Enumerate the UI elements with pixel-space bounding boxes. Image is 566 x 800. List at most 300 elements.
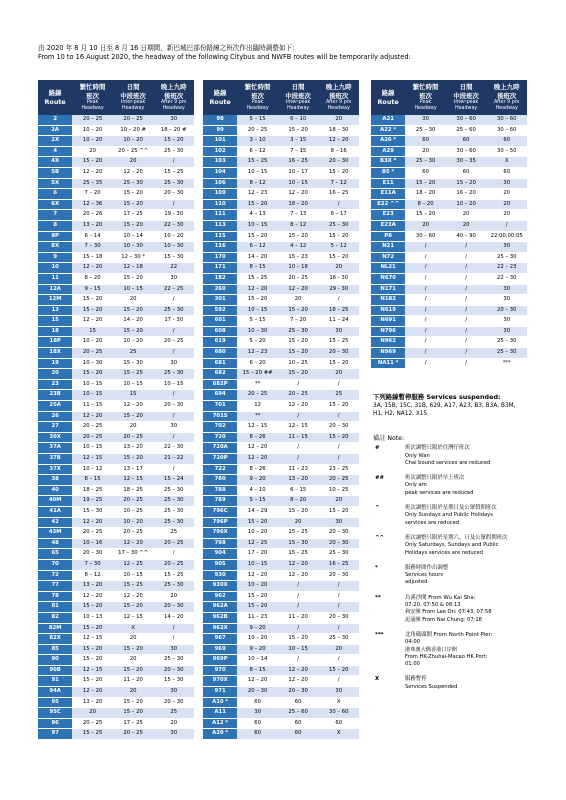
interpeak-cell: 12 – 15	[113, 612, 154, 623]
route-cell: 9	[38, 252, 72, 263]
route-cell: 85	[38, 644, 72, 655]
peak-cell: 10 – 15	[237, 305, 278, 316]
night-cell: 22 – 23	[486, 263, 527, 274]
route-cell: A21	[371, 115, 405, 125]
peak-cell: 9 – 20	[237, 623, 278, 634]
header-route	[371, 80, 405, 115]
night-cell: /	[318, 199, 359, 210]
route-cell: N182	[371, 295, 405, 306]
night-cell: /	[153, 549, 194, 560]
night-cell: 20	[318, 115, 359, 125]
peak-cell: /	[405, 284, 446, 295]
route-cell: 6X	[38, 199, 72, 210]
night-cell: /	[318, 295, 359, 306]
route-cell: 970	[203, 665, 237, 676]
table-row	[203, 252, 359, 263]
route-cell: 619	[203, 337, 237, 348]
table-row	[38, 379, 194, 390]
interpeak-cell: 6 – 15	[278, 485, 319, 496]
table-row	[38, 157, 194, 168]
interpeak-cell: 20	[113, 655, 154, 666]
peak-cell: 30	[405, 115, 446, 125]
table-row	[371, 136, 527, 147]
route-cell: 8	[38, 220, 72, 231]
interpeak-cell: 15 – 30	[113, 358, 154, 369]
night-cell: 60	[486, 167, 527, 178]
table-row	[371, 305, 527, 316]
table-row	[38, 443, 194, 454]
interpeak-cell: 60	[278, 729, 319, 740]
night-cell: /	[153, 157, 194, 168]
table-row	[371, 252, 527, 263]
route-cell: 96	[38, 718, 72, 729]
peak-cell: 20 – 26	[72, 210, 113, 221]
peak-cell: 20 – 25	[72, 432, 113, 443]
peak-cell: 10 – 15	[237, 220, 278, 231]
peak-cell: 3 – 10	[237, 136, 278, 147]
route-cell: 111	[203, 210, 237, 221]
night-cell: 25 – 30	[153, 178, 194, 189]
peak-cell: 60	[237, 729, 278, 740]
interpeak-cell: 15 – 20	[113, 220, 154, 231]
night-cell: 15 – 20	[318, 665, 359, 676]
interpeak-cell: /	[446, 305, 487, 316]
route-cell: 301	[203, 295, 237, 306]
interpeak-cell: 10 – 17	[278, 167, 319, 178]
interpeak-cell: 12 – 20	[113, 591, 154, 602]
interpeak-cell: 25 – 60	[446, 125, 487, 136]
route-cell: 95	[38, 697, 72, 708]
interpeak-cell: 15 – 20	[113, 644, 154, 655]
table-row	[38, 115, 194, 125]
night-cell: 22 – 25	[153, 284, 194, 295]
night-cell: 30	[153, 422, 194, 433]
peak-cell: 15 – 20 ##	[237, 369, 278, 380]
peak-cell: 10 – 15	[72, 443, 113, 454]
route-cell: N171	[371, 284, 405, 295]
peak-cell: 6 – 20	[237, 358, 278, 369]
table-row	[203, 358, 359, 369]
peak-cell: **	[237, 411, 278, 422]
peak-cell: 15 – 20	[237, 517, 278, 528]
peak-cell: /	[405, 348, 446, 359]
table-row	[38, 517, 194, 528]
peak-cell: /	[405, 337, 446, 348]
peak-cell: 15 – 20	[405, 178, 446, 189]
note-zh: 班次調整只限於星期六、日及公眾假期班次	[405, 534, 508, 541]
route-cell: A12 *	[203, 718, 237, 729]
night-cell: 20	[318, 369, 359, 380]
night-cell: 25 – 30	[153, 369, 194, 380]
table-row	[203, 390, 359, 401]
peak-cell: 12 – 36	[72, 199, 113, 210]
table-row	[203, 411, 359, 422]
night-cell: 23 – 25	[318, 464, 359, 475]
peak-cell: 15 – 20	[72, 655, 113, 666]
table-row	[371, 284, 527, 295]
peak-cell: 18 – 20	[405, 189, 446, 200]
route-cell: 796C	[203, 506, 237, 517]
header-inter	[113, 80, 154, 115]
table-row	[203, 475, 359, 486]
peak-cell: 5 – 15	[237, 115, 278, 125]
route-cell: 102	[203, 146, 237, 157]
interpeak-cell: /	[446, 284, 487, 295]
note-item	[373, 676, 533, 691]
table-row	[203, 316, 359, 327]
interpeak-cell: /	[278, 591, 319, 602]
table-row	[371, 167, 527, 178]
table-row	[203, 506, 359, 517]
night-cell: 30	[486, 178, 527, 189]
route-cell: 720A	[203, 443, 237, 454]
interpeak-cell: 20	[278, 295, 319, 306]
peak-cell: 8 – 20	[405, 199, 446, 210]
table-row	[203, 708, 359, 719]
table-row	[371, 358, 527, 369]
night-cell: 30	[153, 358, 194, 369]
header-inter-sub: 中段班次	[285, 91, 311, 100]
peak-cell: /	[405, 305, 446, 316]
route-cell: 37B	[38, 454, 72, 465]
interpeak-cell: 60	[446, 136, 487, 147]
note-item	[373, 505, 533, 527]
table-row	[203, 528, 359, 539]
interpeak-cell: 15 – 20	[113, 273, 154, 284]
night-cell: 30	[486, 316, 527, 327]
table-row	[203, 136, 359, 147]
night-cell: 20 – 30	[318, 538, 359, 549]
note-symbol: ***	[375, 631, 384, 638]
interpeak-cell: 60	[278, 697, 319, 708]
route-cell: 930	[203, 570, 237, 581]
peak-cell: /	[405, 316, 446, 327]
route-cell: 702	[203, 422, 237, 433]
table-row	[371, 337, 527, 348]
interpeak-cell: 11 – 23	[278, 464, 319, 475]
interpeak-cell: 7 – 15	[278, 146, 319, 157]
table-row	[38, 263, 194, 274]
route-cell: N619	[371, 305, 405, 316]
suspended-services	[373, 393, 533, 419]
header-night	[486, 80, 527, 115]
route-cell: 90B	[38, 665, 72, 676]
interpeak-cell: 15 – 20	[278, 231, 319, 242]
route-cell: 5X	[38, 178, 72, 189]
interpeak-cell: 10 – 15	[278, 178, 319, 189]
note-symbol: #	[375, 445, 380, 452]
table-row	[203, 305, 359, 316]
peak-cell: 15 – 20	[72, 623, 113, 634]
night-cell: 21 – 22	[153, 454, 194, 465]
header-peak-zh: 繁忙時間	[79, 83, 106, 91]
table-row	[38, 718, 194, 729]
table-row	[38, 326, 194, 337]
note-zh: 服務暫停	[405, 676, 427, 683]
night-cell: 20 – 30	[318, 528, 359, 539]
table-row	[203, 443, 359, 454]
route-cell: 7	[38, 210, 72, 221]
night-cell: 20 – 30	[153, 189, 194, 200]
night-cell: 20 – 30	[318, 157, 359, 168]
interpeak-cell: /	[278, 602, 319, 613]
night-cell: /	[318, 623, 359, 634]
header-route-zh: 路線	[381, 89, 395, 97]
header-night-en: After 9 pm	[326, 100, 352, 105]
route-cell: 27	[38, 422, 72, 433]
header-inter	[446, 80, 487, 115]
route-cell: 109	[203, 189, 237, 200]
table-row	[38, 422, 194, 433]
night-cell: 16 - 30	[318, 273, 359, 284]
note-en: 港珠澳大橋香港口岸開	[405, 646, 457, 653]
peak-cell: 10 – 15	[72, 390, 113, 401]
route-cell: B3X *	[371, 157, 405, 168]
interpeak-cell: 7 – 13	[278, 210, 319, 221]
interpeak-cell: /	[446, 242, 487, 253]
night-cell: 15 – 20	[318, 506, 359, 517]
night-cell: 30 – 50	[486, 146, 527, 157]
note-en: adjusted	[405, 579, 428, 586]
peak-cell: 7 – 30	[72, 242, 113, 253]
night-cell: 22	[153, 263, 194, 274]
peak-cell: 25 – 30	[405, 157, 446, 168]
table-row	[38, 411, 194, 422]
route-cell: A29	[371, 146, 405, 157]
table-row	[203, 432, 359, 443]
route-cell: 905	[203, 559, 237, 570]
route-cell: 6	[38, 189, 72, 200]
night-cell: 20 – 30	[318, 570, 359, 581]
route-cell: E23A	[371, 220, 405, 231]
route-cell: 2A	[38, 125, 72, 136]
peak-cell: 8 – 26	[237, 432, 278, 443]
table-row	[203, 538, 359, 549]
table-row	[38, 602, 194, 613]
interpeak-cell: 15 – 20	[113, 305, 154, 316]
route-cell: 77	[38, 581, 72, 592]
interpeak-cell: 15	[113, 390, 154, 401]
route-cell: 81	[38, 602, 72, 613]
peak-cell: 7 – 30	[72, 559, 113, 570]
interpeak-cell: 12 – 20	[278, 570, 319, 581]
table-row	[371, 273, 527, 284]
table-row	[38, 506, 194, 517]
table-row	[203, 146, 359, 157]
peak-cell: 12 – 15	[72, 454, 113, 465]
route-cell: 10	[38, 263, 72, 274]
night-cell: 15 – 25	[153, 570, 194, 581]
night-cell: /	[318, 411, 359, 422]
table-row	[38, 454, 194, 465]
route-cell: 13	[38, 305, 72, 316]
route-cell: N21	[371, 242, 405, 253]
interpeak-cell: 11 – 20	[278, 612, 319, 623]
peak-cell: 20 – 25	[72, 115, 113, 125]
interpeak-cell: 15 – 20	[113, 708, 154, 719]
suspended-routes-line1: 3A, 15B, 15C, 31B, 629, A17, A23, B3, B3A, B3M,	[373, 402, 516, 409]
peak-cell: 60	[405, 136, 446, 147]
table-row	[38, 591, 194, 602]
route-cell: 40	[38, 485, 72, 496]
table-row	[203, 602, 359, 613]
interpeak-cell: 12 – 20	[278, 665, 319, 676]
night-cell: 25 – 30	[153, 496, 194, 507]
route-cell: 104	[203, 167, 237, 178]
peak-cell: 25 – 35	[72, 178, 113, 189]
night-cell: 22 – 30	[153, 443, 194, 454]
interpeak-cell: 12 – 20	[113, 538, 154, 549]
night-cell: 22 – 30	[153, 220, 194, 231]
night-cell: 30	[486, 242, 527, 253]
peak-cell: 15 – 20	[72, 305, 113, 316]
interpeak-cell: 10 – 15	[113, 379, 154, 390]
peak-cell: 30	[237, 708, 278, 719]
interpeak-cell: 12 – 20	[278, 284, 319, 295]
peak-cell: 15 – 20	[405, 210, 446, 221]
header-peak-en: Peak	[86, 100, 99, 105]
interpeak-cell: 15 – 20	[113, 411, 154, 422]
peak-cell: 20 – 25	[72, 528, 113, 539]
peak-cell: 5 – 15	[237, 496, 278, 507]
night-cell: X	[486, 157, 527, 168]
route-cell: 91	[38, 676, 72, 687]
table-row	[371, 146, 527, 157]
night-cell: 25	[318, 390, 359, 401]
header-inter-headway: Headway	[122, 106, 145, 111]
route-cell: 962X	[203, 623, 237, 634]
route-cell: 962B	[203, 612, 237, 623]
peak-cell: /	[405, 273, 446, 284]
peak-cell: 20	[72, 708, 113, 719]
night-cell: 25 – 30	[153, 581, 194, 592]
table-row	[38, 273, 194, 284]
night-cell: 60	[486, 136, 527, 147]
peak-cell: 15 – 20	[237, 231, 278, 242]
night-cell: /	[153, 390, 194, 401]
night-cell: /	[486, 220, 527, 231]
interpeak-cell: 10 – 15	[113, 570, 154, 581]
interpeak-cell: /	[278, 443, 319, 454]
table-row	[203, 676, 359, 687]
peak-cell: 15 – 20	[237, 295, 278, 306]
interpeak-cell: 12 – 15	[113, 475, 154, 486]
table-row	[203, 729, 359, 740]
header-inter-headway: Headway	[455, 106, 478, 111]
night-cell: 20 – 30	[153, 665, 194, 676]
table-row	[203, 178, 359, 189]
interpeak-cell: /	[446, 337, 487, 348]
route-cell: 103	[203, 157, 237, 168]
note-en: Only am	[405, 482, 427, 489]
table-row	[38, 125, 194, 136]
night-cell: /	[153, 634, 194, 645]
table-row	[38, 623, 194, 634]
note-zh: 北角碼頭開 From North Point Pier:	[405, 631, 493, 638]
night-cell: 10 – 25	[318, 485, 359, 496]
peak-cell: 15 – 25	[72, 729, 113, 740]
table-row	[203, 687, 359, 698]
table-row	[38, 528, 194, 539]
peak-cell: 20 – 25	[72, 348, 113, 359]
night-cell: 25 – 30	[486, 252, 527, 263]
table-row	[371, 316, 527, 327]
note-zh: 班次調整只限於星期日及公眾假期班次	[405, 505, 497, 512]
peak-cell: /	[405, 358, 446, 369]
night-cell: 30 – 60	[486, 125, 527, 136]
interpeak-cell: 20 – 25	[113, 432, 154, 443]
table-row	[203, 644, 359, 655]
interpeak-cell: 10 – 25	[278, 358, 319, 369]
table-row	[371, 220, 527, 231]
peak-cell: 15 – 20	[237, 199, 278, 210]
interpeak-cell: 10 – 15	[278, 644, 319, 655]
night-cell: 20 – 30	[318, 422, 359, 433]
interpeak-cell: 15 – 20	[278, 506, 319, 517]
route-cell: 680	[203, 348, 237, 359]
route-cell: 25A	[38, 401, 72, 412]
night-cell: 14 – 20	[153, 612, 194, 623]
night-cell: 20 – 30	[153, 401, 194, 412]
route-cell: N962	[371, 337, 405, 348]
route-cell: 94A	[38, 687, 72, 698]
peak-cell: 10 – 20	[72, 125, 113, 136]
note-en: Services hours	[405, 572, 444, 579]
route-cell: 8X	[38, 242, 72, 253]
night-cell: 30 – 60	[486, 115, 527, 125]
table-row	[38, 464, 194, 475]
table-row	[203, 634, 359, 645]
route-cell: 904	[203, 549, 237, 560]
night-cell: 15 – 25	[153, 167, 194, 178]
table-row	[38, 401, 194, 412]
peak-cell: 10 – 20	[237, 634, 278, 645]
peak-cell: **	[237, 379, 278, 390]
interpeak-cell: 12 – 15	[278, 422, 319, 433]
intro-english: From 10 to 16 August 2020, the headway of the following Citybus and NWFB routes will be temporarily adjusted:	[38, 53, 411, 61]
table-row	[203, 623, 359, 634]
interpeak-cell: /	[278, 379, 319, 390]
note-zh: 班次調整只限於往灣仔班次	[405, 445, 470, 452]
notes-section	[373, 435, 533, 699]
route-cell: 260	[203, 284, 237, 295]
route-cell: 11	[38, 273, 72, 284]
peak-cell: 10 – 12	[72, 464, 113, 475]
header-inter-headway: Headway	[287, 106, 310, 111]
peak-cell: /	[405, 295, 446, 306]
table-row	[38, 538, 194, 549]
night-cell: 15 – 24	[153, 475, 194, 486]
interpeak-cell: 15 – 20	[278, 305, 319, 316]
night-cell: ***	[486, 358, 527, 369]
route-cell: 601	[203, 316, 237, 327]
table-row	[371, 348, 527, 359]
peak-cell: 14 – 29	[237, 506, 278, 517]
interpeak-cell: /	[446, 348, 487, 359]
night-cell: 17 - 30	[153, 316, 194, 327]
route-cell: 70	[38, 559, 72, 570]
table-row	[203, 422, 359, 433]
night-cell: 20 – 30	[318, 612, 359, 623]
night-cell: 20	[486, 199, 527, 210]
night-cell: 22 – 30	[486, 273, 527, 284]
route-cell: 18	[38, 326, 72, 337]
header-peak-en: Peak	[419, 100, 432, 105]
interpeak-cell: 60	[446, 167, 487, 178]
night-cell: X	[318, 697, 359, 708]
route-cell: 967	[203, 634, 237, 645]
peak-cell: 6 – 12	[237, 242, 278, 253]
